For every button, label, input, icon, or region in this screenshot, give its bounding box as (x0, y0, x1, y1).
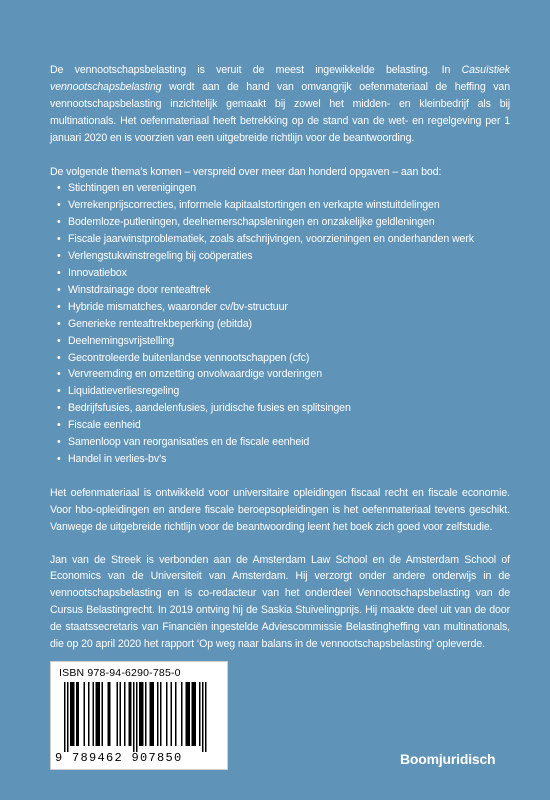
barcode-digits: 9 789462 907850 (55, 751, 183, 765)
barcode-bar (78, 682, 80, 746)
barcode-bar (70, 682, 72, 746)
barcode-bar (64, 682, 66, 752)
theme-list-item: • Fiscale jaarwinstproblematiek, zoals afschrijvingen, voorzieningen en onderhanden werk (50, 231, 510, 248)
barcode-bar (109, 682, 111, 746)
theme-list-item: • Samenloop van reorganisaties en de fiscale eenheid (50, 434, 510, 451)
barcode-bar (175, 682, 177, 746)
barcode-bar (102, 682, 104, 746)
theme-list-item: • Deelnemingsvrijstelling (50, 333, 510, 350)
barcode-bar (67, 682, 69, 752)
theme-list-item: • Gecontroleerde buitenlandse vennootschappen (cfc) (50, 350, 510, 367)
barcode-bar (117, 682, 119, 746)
barcode-bar (139, 682, 141, 746)
barcode-bar (133, 682, 135, 752)
barcode-bar (189, 682, 191, 746)
barcode-bar (192, 682, 194, 746)
barcode-bar (130, 682, 132, 746)
publisher-logo: Boomjuridisch (400, 751, 496, 767)
barcode-bar (145, 682, 147, 746)
theme-list (50, 180, 510, 467)
barcode-bar (171, 682, 173, 746)
theme-list-item: • Bedrijfsfusies, aandelenfusies, juridische fusies en splitsingen (50, 400, 510, 417)
barcode-bar (141, 682, 143, 746)
theme-list-item: • Handel in verlies-bv’s (50, 451, 510, 468)
barcode-bar (73, 682, 75, 746)
barcode-bar (99, 682, 101, 746)
theme-list-item: • Verrekenprijscorrecties, informele kapitaalstortingen en verkapte winstuitdelingen (50, 197, 510, 214)
barcode-bar (202, 682, 204, 752)
theme-list-item: • Vervreemding en omzetting onvolwaardige vorderingen (50, 366, 510, 383)
theme-list-item: • Innovatiebox (50, 265, 510, 282)
barcode-bar (153, 682, 155, 746)
intro-paragraph (50, 62, 510, 147)
barcode-bar (93, 682, 95, 746)
barcode-bar (84, 682, 86, 746)
barcode-bar (129, 682, 131, 746)
audience-paragraph: Het oefenmateriaal is ontwikkeld voor universitaire opleidingen fiscaal recht en fiscale economie. Voor hbo-opleidingen en andere fiscale beroepsopleidingen is het oefenmateriaal tevens geschikt. Vanwege de uitgebreide richtlijn voor de beantwoording leent het boek zich goed voor zelfstudie. (50, 486, 510, 533)
themes-lead: De volgende thema’s komen – verspreid over meer dan honderd opgaven – aan bod: (50, 165, 442, 178)
theme-list-item: • Stichtingen en verenigingen (50, 180, 510, 197)
barcode-bar (187, 682, 189, 746)
barcode-bar (97, 682, 99, 746)
barcode-bar (151, 682, 153, 746)
barcode-bar (88, 682, 90, 746)
barcode-bar (124, 682, 126, 746)
barcode-bar (96, 682, 98, 746)
theme-list-item: • Hybride mismatches, waaronder cv/bv-structuur (50, 299, 510, 316)
barcode-bar (76, 682, 78, 746)
barcode-bar (160, 682, 162, 746)
isbn-barcode (50, 661, 228, 770)
intro-text-start: De vennootschapsbelasting is veruit de meest ingewikkelde belasting. In (50, 64, 462, 76)
barcode-bar (166, 682, 168, 746)
barcode-bar (120, 682, 122, 746)
barcode-bar (157, 682, 159, 746)
barcode-bar (181, 682, 183, 746)
barcode-bar (193, 682, 195, 746)
theme-list-item: • Verlengstukwinstregeling bij coöperaties (50, 248, 510, 265)
barcode-bar (186, 682, 188, 746)
barcode-graphic (64, 682, 216, 752)
theme-list-item: • Generieke renteaftrekbeperking (ebitda) (50, 316, 510, 333)
back-cover-text (50, 62, 510, 653)
theme-list-item: • Liquidatieverliesregeling (50, 383, 510, 400)
isbn-label: ISBN 978-94-6290-785-0 (59, 667, 181, 679)
barcode-bar (142, 682, 144, 746)
barcode-bar (72, 682, 74, 746)
theme-list-item: • Winstdrainage door renteaftrek (50, 282, 510, 299)
intro-text-end: wordt aan de hand van omvangrijk oefenmateriaal de heffing van vennootschapsbelasting inzichtelijk gemaakt bij zowel het midden- en kleinbedrijf als bij multinationals. Het oefenmateriaal heeft betrekking op de stand van de wet- en regelgeving per 1 januari 2020 en is voorzien van een uitgebreide richtlijn voor de beantwoording. (50, 80, 510, 144)
barcode-bar (199, 682, 201, 746)
author-bio-paragraph: Jan van de Streek is verbonden aan de Amsterdam Law School en de Amsterdam School of Economics van de Universiteit van Amsterdam. Hij verzorgt onder andere onderwijs in de vennootschapsbelasting en is co-redacteur van het onderdeel Vennootschapsbelasting van de Cursus Belastingrecht. In 2019 ontving hij de Saskia Stuivelingprijs. Hij maakte deel uit van de door de staatssecretaris van Financiën ingestelde Adviescommissie Belastingheffing van multinationals, die op 20 april 2020 het rapport ‘Op weg naar balans in de vennootschapsbelasting’ opleverde. (50, 553, 510, 651)
book-title-italic: Casuïstiek vennootschapsbelasting (50, 64, 510, 93)
theme-list-item: • Fiscale eenheid (50, 417, 510, 434)
barcode-bar (150, 682, 152, 746)
barcode-bar (108, 682, 110, 746)
barcode-bar (195, 682, 197, 746)
barcode-bar (136, 682, 138, 752)
theme-list-item: • Bodemloze-putleningen, deelnemerschapsleningen en onzakelijke geldleningen (50, 214, 510, 231)
barcode-bar (205, 682, 207, 752)
